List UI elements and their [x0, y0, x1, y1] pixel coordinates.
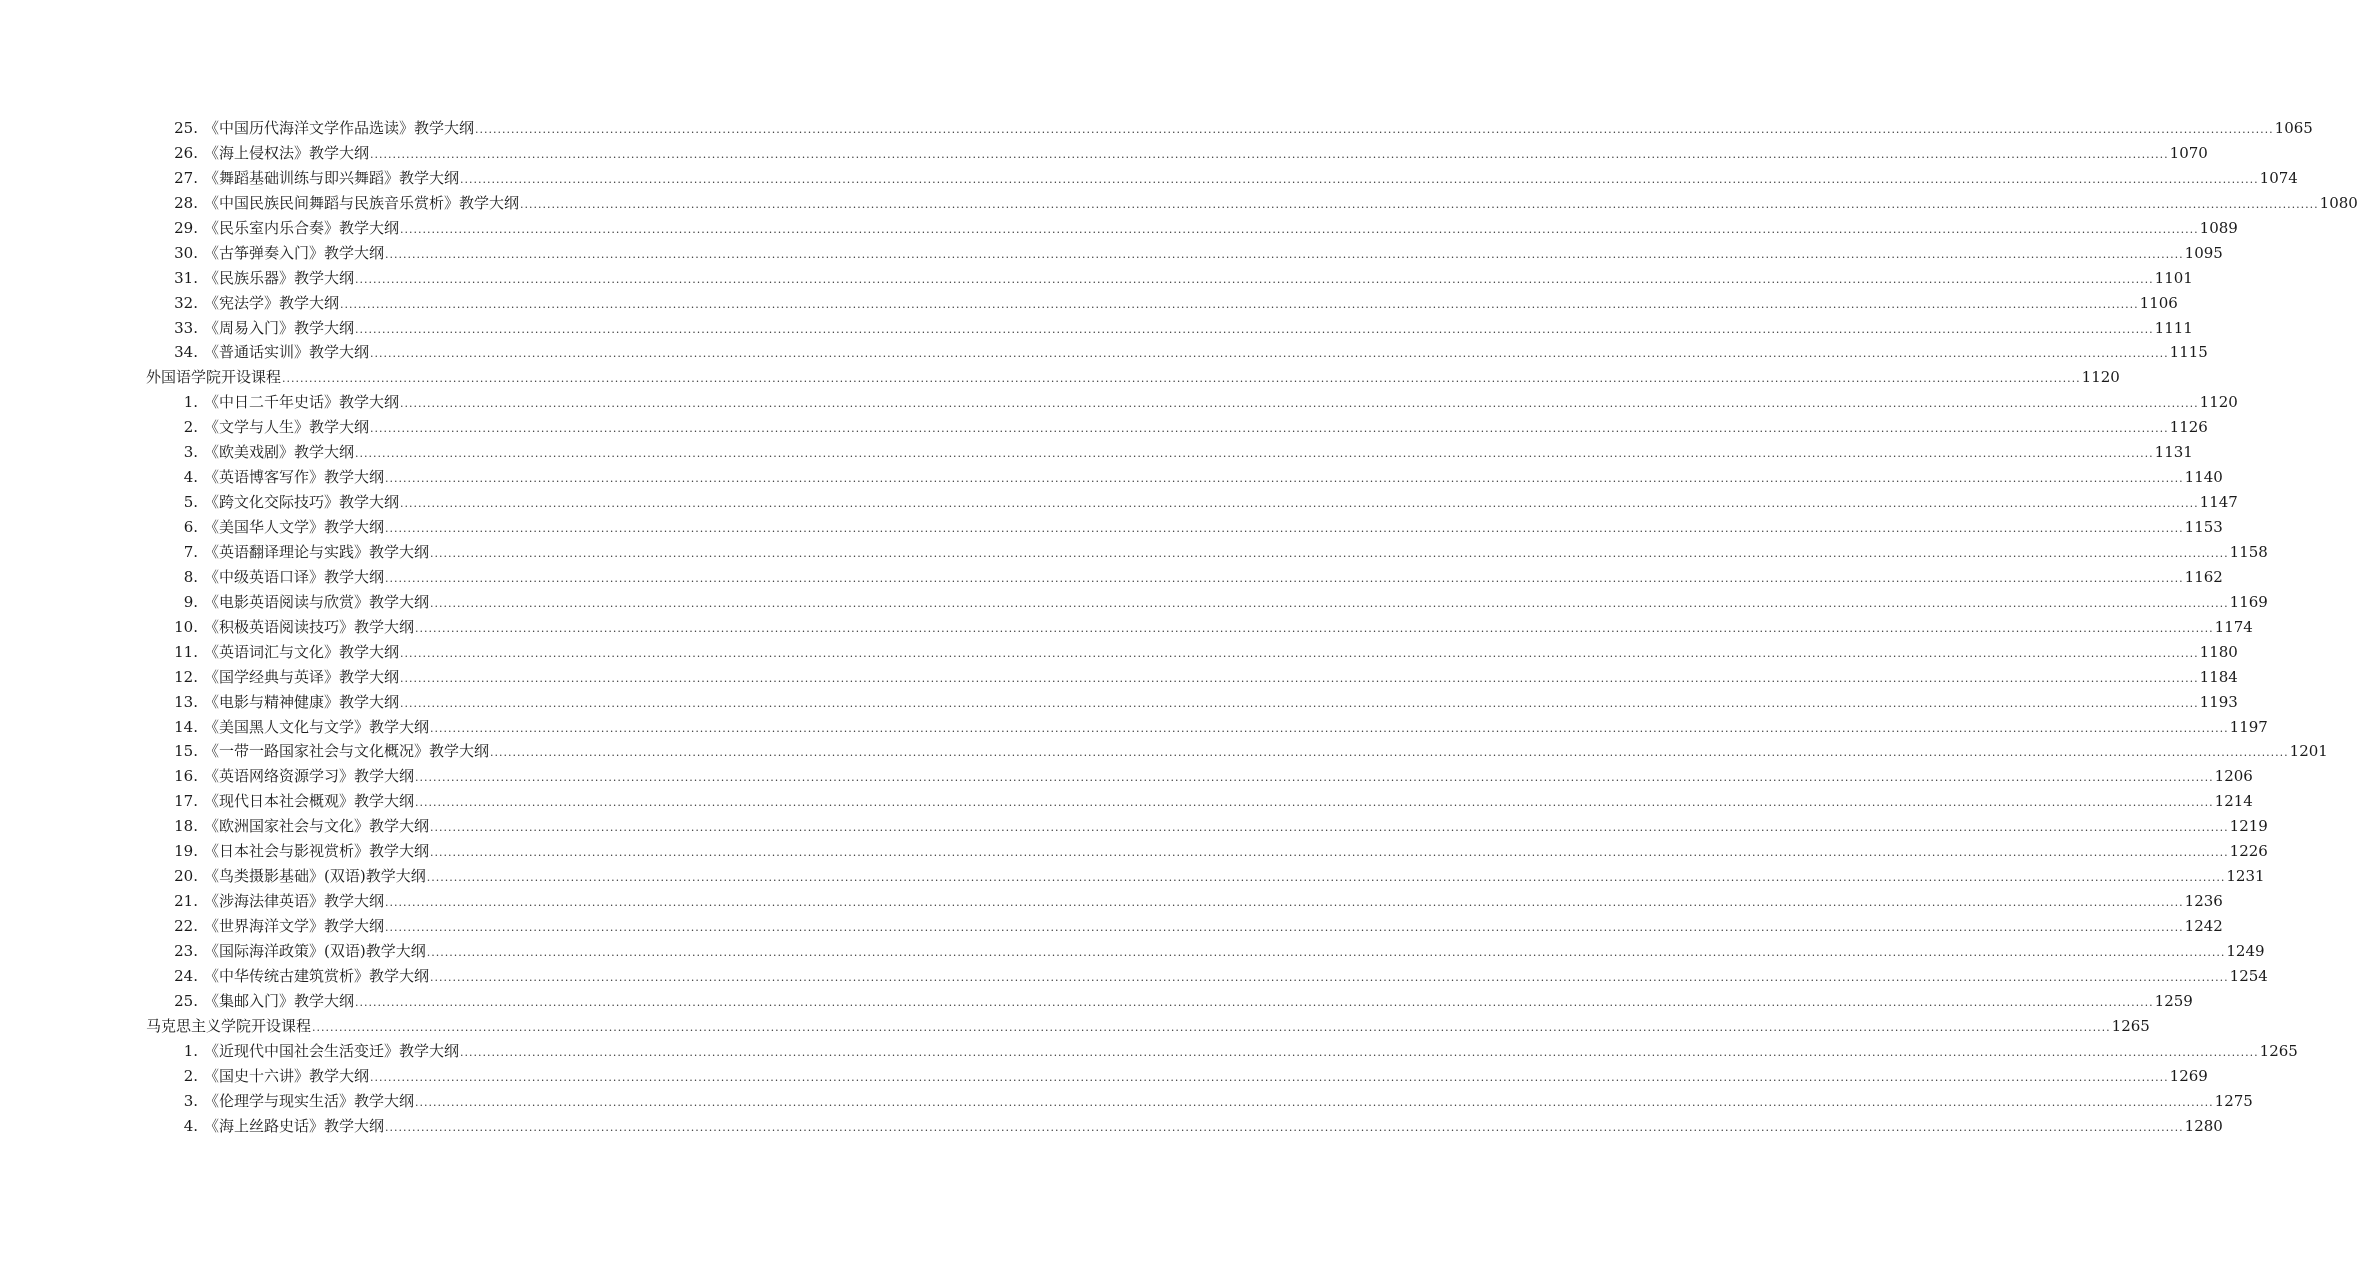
toc-entry-title: 《普通话实训》教学大纲	[204, 343, 370, 362]
toc-entry[interactable]	[0, 266, 2193, 291]
toc-entry-line	[164, 116, 2313, 143]
toc-entry-number: 24.	[174, 966, 198, 985]
toc-entry-page-number: 1162	[2184, 567, 2223, 586]
toc-entry-number: 27.	[174, 168, 198, 187]
toc-section-heading[interactable]	[0, 1014, 2150, 1039]
toc-entry[interactable]	[0, 191, 2358, 216]
toc-entry-page-number: 1259	[2154, 991, 2193, 1010]
toc-entry-line	[164, 939, 2265, 966]
toc-entry-number: 34.	[174, 343, 198, 362]
toc-entry-line	[164, 415, 2208, 442]
dot-leader: ................................................................................................................................................................................................................................................................................................................................................................................................................	[430, 721, 2229, 735]
toc-entry[interactable]	[0, 1039, 2298, 1064]
dot-leader: ................................................................................................................................................................................................................................................................................................................................................................................................................	[415, 771, 2214, 785]
toc-entry-title: 《国史十六讲》教学大纲	[204, 1066, 370, 1085]
dot-leader: ................................................................................................................................................................................................................................................................................................................................................................................................................	[430, 821, 2229, 835]
toc-entry-title: 《宪法学》教学大纲	[204, 293, 340, 312]
toc-entry-page-number: 1074	[2259, 168, 2298, 187]
toc-entry-title: 《积极英语阅读技巧》教学大纲	[204, 617, 415, 636]
toc-entry-title: 《中华传统古建筑赏析》教学大纲	[204, 966, 430, 985]
toc-entry[interactable]	[0, 540, 2268, 565]
toc-entry-title: 《中级英语口译》教学大纲	[204, 567, 385, 586]
toc-entry-line	[164, 739, 2328, 766]
toc-entry-line	[164, 665, 2238, 692]
toc-entry-title: 《欧美戏剧》教学大纲	[204, 443, 355, 462]
toc-entry-number: 1.	[183, 393, 198, 412]
dot-leader: ................................................................................................................................................................................................................................................................................................................................................................................................................	[430, 846, 2229, 860]
toc-entry-page-number: 1275	[2214, 1091, 2253, 1110]
toc-entry-title: 《英语网络资源学习》教学大纲	[204, 767, 415, 786]
toc-entry[interactable]	[0, 839, 2268, 864]
toc-entry-title: 《鸟类摄影基础》(双语)教学大纲	[204, 867, 426, 886]
toc-entry-number: 14.	[174, 717, 198, 736]
toc-entry-page-number: 1106	[2139, 293, 2178, 312]
toc-entry-title: 《日本社会与影视赏析》教学大纲	[204, 842, 430, 861]
toc-entry-page-number: 1206	[2214, 767, 2253, 786]
toc-entry-number: 25.	[174, 991, 198, 1010]
toc-entry-title: 《涉海法律英语》教学大纲	[204, 892, 385, 911]
dot-leader: ................................................................................................................................................................................................................................................................................................................................................................................................................	[355, 272, 2154, 286]
dot-leader: ................................................................................................................................................................................................................................................................................................................................................................................................................	[385, 522, 2184, 535]
toc-entry-line	[164, 964, 2268, 991]
dot-leader: ................................................................................................................................................................................................................................................................................................................................................................................................................	[385, 472, 2184, 486]
toc-section-heading[interactable]	[0, 365, 2120, 390]
toc-entry-title: 《英语博客写作》教学大纲	[204, 468, 385, 487]
toc-entry-number: 9.	[183, 592, 198, 611]
toc-entry[interactable]	[0, 116, 2313, 141]
toc-entry[interactable]	[0, 1064, 2208, 1089]
toc-entry-line	[164, 241, 2223, 268]
toc-entry[interactable]	[0, 141, 2208, 166]
dot-leader: ................................................................................................................................................................................................................................................................................................................................................................................................................	[282, 372, 2081, 386]
toc-entry-line	[164, 390, 2238, 417]
toc-entry-title: 《中国历代海洋文学作品选读》教学大纲	[204, 119, 475, 137]
toc-entry[interactable]	[0, 715, 2268, 740]
toc-entry-number: 15.	[174, 742, 198, 761]
table-of-contents	[0, 116, 2358, 1138]
toc-entry-number: 21.	[174, 892, 198, 911]
toc-entry-line	[164, 640, 2238, 667]
toc-entry-title: 《欧洲国家社会与文化》教学大纲	[204, 817, 430, 836]
dot-leader: ................................................................................................................................................................................................................................................................................................................................................................................................................	[430, 546, 2229, 560]
toc-entry-title: 《海上侵权法》教学大纲	[204, 143, 370, 162]
toc-entry-number: 18.	[174, 817, 198, 836]
toc-entry-line	[164, 814, 2268, 841]
toc-entry-title: 《民族乐器》教学大纲	[204, 268, 355, 287]
toc-entry-title: 马克思主义学院开设课程	[146, 1016, 312, 1035]
toc-entry-page-number: 1226	[2229, 842, 2268, 861]
toc-entry-title: 《伦理学与现实生活》教学大纲	[204, 1091, 415, 1110]
toc-entry-title: 《电影与精神健康》教学大纲	[204, 692, 400, 711]
toc-entry[interactable]	[0, 316, 2193, 341]
toc-entry-page-number: 1158	[2229, 542, 2268, 561]
toc-entry-number: 23.	[174, 941, 198, 960]
toc-entry-title: 《国学经典与英译》教学大纲	[204, 667, 400, 686]
toc-entry[interactable]	[0, 690, 2238, 715]
toc-entry-title: 《国际海洋政策》(双语)教学大纲	[204, 941, 426, 960]
dot-leader: ................................................................................................................................................................................................................................................................................................................................................................................................................	[400, 671, 2199, 685]
toc-entry[interactable]	[0, 789, 2253, 814]
toc-entry-number: 2.	[183, 418, 198, 437]
toc-entry-page-number: 1197	[2229, 717, 2268, 736]
toc-entry-page-number: 1120	[2199, 393, 2238, 412]
toc-entry-number: 17.	[174, 792, 198, 811]
dot-leader: ................................................................................................................................................................................................................................................................................................................................................................................................................	[385, 1120, 2184, 1134]
dot-leader: ................................................................................................................................................................................................................................................................................................................................................................................................................	[385, 571, 2184, 585]
toc-entry[interactable]	[0, 565, 2223, 590]
toc-entry-number: 22.	[174, 917, 198, 935]
toc-entry-title: 《中国民族民间舞蹈与民族音乐赏析》教学大纲	[204, 193, 520, 212]
toc-entry-line	[164, 889, 2223, 916]
dot-leader: ................................................................................................................................................................................................................................................................................................................................................................................................................	[400, 497, 2199, 511]
dot-leader: ................................................................................................................................................................................................................................................................................................................................................................................................................	[370, 422, 2169, 436]
toc-entry-number: 33.	[174, 318, 198, 337]
toc-entry-number: 19.	[174, 842, 198, 861]
toc-entry-page-number: 1193	[2199, 692, 2238, 711]
toc-entry-title: 《美国华人文学》教学大纲	[204, 518, 385, 536]
toc-entry[interactable]	[0, 216, 2238, 241]
toc-entry[interactable]	[0, 291, 2178, 316]
toc-entry-title: 《世界海洋文学》教学大纲	[204, 917, 385, 935]
dot-leader: ................................................................................................................................................................................................................................................................................................................................................................................................................	[460, 1045, 2259, 1059]
toc-entry-title: 《电影英语阅读与欣赏》教学大纲	[204, 592, 430, 611]
toc-entry-line	[164, 490, 2238, 517]
toc-entry-page-number: 1236	[2184, 892, 2223, 911]
toc-entry-number: 31.	[174, 268, 198, 287]
toc-entry-number: 2.	[183, 1066, 198, 1085]
toc-entry-title: 《舞蹈基础训练与即兴舞蹈》教学大纲	[204, 168, 460, 187]
toc-entry-number: 5.	[183, 493, 198, 512]
toc-entry[interactable]	[0, 340, 2208, 365]
toc-entry-page-number: 1231	[2226, 867, 2265, 886]
toc-entry-title: 外国语学院开设课程	[146, 368, 282, 387]
toc-entry-line	[146, 365, 2120, 392]
toc-entry-line	[146, 1014, 2150, 1041]
toc-entry[interactable]	[0, 390, 2238, 415]
toc-entry-line	[164, 465, 2223, 492]
toc-entry[interactable]	[0, 440, 2193, 465]
toc-entry-page-number: 1065	[2274, 119, 2313, 137]
toc-entry-number: 25.	[174, 119, 198, 137]
toc-entry-number: 11.	[174, 642, 198, 661]
toc-entry-page-number: 1180	[2199, 642, 2238, 661]
dot-leader: ................................................................................................................................................................................................................................................................................................................................................................................................................	[385, 247, 2184, 261]
toc-entry-page-number: 1269	[2169, 1066, 2208, 1085]
dot-leader: ................................................................................................................................................................................................................................................................................................................................................................................................................	[385, 896, 2184, 910]
toc-entry-line	[164, 615, 2253, 642]
dot-leader: ................................................................................................................................................................................................................................................................................................................................................................................................................	[355, 995, 2154, 1009]
toc-entry[interactable]	[0, 665, 2238, 690]
toc-entry-page-number: 1115	[2169, 343, 2208, 362]
toc-entry-page-number: 1280	[2184, 1116, 2223, 1135]
toc-entry-line	[164, 316, 2193, 343]
toc-entry-line	[164, 266, 2193, 293]
toc-entry-number: 29.	[174, 218, 198, 237]
toc-entry[interactable]	[0, 490, 2238, 515]
toc-entry-number: 3.	[183, 443, 198, 462]
toc-entry[interactable]	[0, 515, 2223, 540]
toc-entry-line	[164, 789, 2253, 816]
toc-entry-line	[164, 1039, 2298, 1066]
toc-entry-page-number: 1147	[2199, 493, 2238, 512]
toc-entry-page-number: 1174	[2214, 617, 2253, 636]
toc-entry[interactable]	[0, 1089, 2253, 1114]
toc-entry[interactable]	[0, 415, 2208, 440]
toc-entry-line	[164, 590, 2268, 617]
toc-entry[interactable]	[0, 640, 2238, 665]
toc-entry-line	[164, 1089, 2253, 1116]
dot-leader: ................................................................................................................................................................................................................................................................................................................................................................................................................	[460, 172, 2259, 186]
dot-leader: ................................................................................................................................................................................................................................................................................................................................................................................................................	[340, 297, 2139, 311]
dot-leader: ................................................................................................................................................................................................................................................................................................................................................................................................................	[400, 397, 2199, 411]
toc-entry-line	[164, 216, 2238, 243]
toc-entry-line	[164, 690, 2238, 717]
toc-entry-page-number: 1126	[2169, 418, 2208, 437]
toc-entry[interactable]	[0, 914, 2223, 939]
dot-leader: ................................................................................................................................................................................................................................................................................................................................................................................................................	[370, 1070, 2169, 1084]
dot-leader: ................................................................................................................................................................................................................................................................................................................................................................................................................	[385, 921, 2184, 934]
toc-entry[interactable]	[0, 739, 2328, 764]
toc-entry-page-number: 1242	[2184, 917, 2223, 935]
toc-entry-page-number: 1214	[2214, 792, 2253, 811]
toc-entry-page-number: 1095	[2184, 243, 2223, 262]
dot-leader: ................................................................................................................................................................................................................................................................................................................................................................................................................	[415, 621, 2214, 635]
toc-entry-line	[164, 540, 2268, 567]
toc-entry-page-number: 1111	[2154, 318, 2193, 337]
dot-leader: ................................................................................................................................................................................................................................................................................................................................................................................................................	[426, 945, 2226, 959]
toc-entry-page-number: 1169	[2229, 592, 2268, 611]
dot-leader: ................................................................................................................................................................................................................................................................................................................................................................................................................	[475, 123, 2274, 136]
dot-leader: ................................................................................................................................................................................................................................................................................................................................................................................................................	[400, 696, 2199, 710]
toc-entry-title: 《海上丝路史话》教学大纲	[204, 1116, 385, 1135]
toc-entry[interactable]	[0, 889, 2223, 914]
dot-leader: ................................................................................................................................................................................................................................................................................................................................................................................................................	[355, 447, 2154, 461]
toc-entry-title: 《中日二千年史话》教学大纲	[204, 393, 400, 412]
toc-entry-page-number: 1131	[2154, 443, 2193, 462]
toc-entry-page-number: 1184	[2199, 667, 2238, 686]
toc-entry-page-number: 1254	[2229, 966, 2268, 985]
dot-leader: ................................................................................................................................................................................................................................................................................................................................................................................................................	[490, 746, 2289, 760]
toc-entry-page-number: 1080	[2319, 193, 2358, 212]
toc-entry-page-number: 1265	[2111, 1016, 2150, 1035]
toc-entry-line	[164, 141, 2208, 168]
toc-entry-line	[164, 1064, 2208, 1091]
toc-entry-line	[164, 839, 2268, 866]
toc-entry[interactable]	[0, 465, 2223, 490]
toc-entry-title: 《一带一路国家社会与文化概况》教学大纲	[204, 742, 490, 761]
toc-entry[interactable]	[0, 1114, 2223, 1139]
toc-entry[interactable]	[0, 989, 2193, 1014]
dot-leader: ................................................................................................................................................................................................................................................................................................................................................................................................................	[430, 970, 2229, 984]
toc-entry-title: 《民乐室内乐合奏》教学大纲	[204, 218, 400, 237]
toc-entry-line	[164, 914, 2223, 941]
toc-entry-number: 32.	[174, 293, 198, 312]
toc-entry-line	[164, 764, 2253, 791]
toc-entry-number: 8.	[183, 567, 198, 586]
dot-leader: ................................................................................................................................................................................................................................................................................................................................................................................................................	[400, 646, 2199, 660]
toc-entry-title: 《英语翻译理论与实践》教学大纲	[204, 542, 430, 561]
toc-entry-page-number: 1101	[2154, 268, 2193, 287]
toc-entry-title: 《近现代中国社会生活变迁》教学大纲	[204, 1041, 460, 1060]
toc-entry[interactable]	[0, 615, 2253, 640]
toc-entry-title: 《美国黑人文化与文学》教学大纲	[204, 717, 430, 736]
toc-entry[interactable]	[0, 964, 2268, 989]
dot-leader: ................................................................................................................................................................................................................................................................................................................................................................................................................	[430, 596, 2229, 610]
dot-leader: ................................................................................................................................................................................................................................................................................................................................................................................................................	[355, 322, 2154, 336]
toc-entry-number: 3.	[183, 1091, 198, 1110]
toc-entry[interactable]	[0, 764, 2253, 789]
toc-entry-title: 《古筝弹奏入门》教学大纲	[204, 243, 385, 262]
toc-entry-number: 13.	[174, 692, 198, 711]
dot-leader: ................................................................................................................................................................................................................................................................................................................................................................................................................	[415, 796, 2214, 810]
toc-entry-page-number: 1120	[2081, 368, 2120, 387]
toc-entry-number: 6.	[183, 518, 198, 536]
toc-entry-title: 《周易入门》教学大纲	[204, 318, 355, 337]
toc-entry-line	[164, 989, 2193, 1016]
toc-entry[interactable]	[0, 241, 2223, 266]
toc-entry-title: 《集邮入门》教学大纲	[204, 991, 355, 1010]
toc-entry-page-number: 1089	[2199, 218, 2238, 237]
toc-entry-number: 26.	[174, 143, 198, 162]
toc-entry-number: 12.	[174, 667, 198, 686]
toc-entry-number: 30.	[174, 243, 198, 262]
toc-entry-page-number: 1201	[2289, 742, 2328, 761]
dot-leader: ................................................................................................................................................................................................................................................................................................................................................................................................................	[370, 147, 2169, 161]
toc-entry[interactable]	[0, 864, 2265, 889]
toc-entry-page-number: 1219	[2229, 817, 2268, 836]
toc-entry-page-number: 1265	[2259, 1041, 2298, 1060]
toc-entry[interactable]	[0, 814, 2268, 839]
toc-entry-page-number: 1249	[2226, 941, 2265, 960]
toc-entry-line	[164, 1114, 2223, 1141]
toc-entry-number: 28.	[174, 193, 198, 212]
toc-entry-line	[164, 864, 2265, 891]
dot-leader: ................................................................................................................................................................................................................................................................................................................................................................................................................	[415, 1095, 2214, 1109]
toc-entry-number: 4.	[183, 1116, 198, 1135]
toc-entry-number: 16.	[174, 767, 198, 786]
toc-entry-number: 10.	[174, 617, 198, 636]
toc-entry-number: 20.	[174, 867, 198, 886]
toc-entry-line	[164, 340, 2208, 367]
toc-entry[interactable]	[0, 590, 2268, 615]
toc-entry-number: 7.	[183, 542, 198, 561]
dot-leader: ................................................................................................................................................................................................................................................................................................................................................................................................................	[370, 347, 2169, 361]
toc-entry-page-number: 1140	[2184, 468, 2223, 487]
toc-entry-line	[164, 191, 2358, 218]
toc-entry-page-number: 1070	[2169, 143, 2208, 162]
toc-entry[interactable]	[0, 166, 2298, 191]
toc-entry-line	[164, 291, 2178, 318]
dot-leader: ................................................................................................................................................................................................................................................................................................................................................................................................................	[312, 1020, 2111, 1034]
toc-entry-title: 《英语词汇与文化》教学大纲	[204, 642, 400, 661]
toc-entry-title: 《文学与人生》教学大纲	[204, 418, 370, 437]
dot-leader: ................................................................................................................................................................................................................................................................................................................................................................................................................	[520, 197, 2319, 211]
toc-entry-line	[164, 565, 2223, 592]
toc-entry-page-number: 1153	[2184, 518, 2223, 536]
dot-leader: ................................................................................................................................................................................................................................................................................................................................................................................................................	[400, 222, 2199, 236]
toc-entry-title: 《现代日本社会概观》教学大纲	[204, 792, 415, 811]
dot-leader: ................................................................................................................................................................................................................................................................................................................................................................................................................	[426, 871, 2226, 885]
toc-entry-line	[164, 440, 2193, 467]
toc-entry-title: 《跨文化交际技巧》教学大纲	[204, 493, 400, 512]
toc-entry-number: 1.	[183, 1041, 198, 1060]
toc-entry-line	[164, 515, 2223, 542]
toc-entry-number: 4.	[183, 468, 198, 487]
toc-entry[interactable]	[0, 939, 2265, 964]
toc-entry-line	[164, 715, 2268, 742]
toc-entry-line	[164, 166, 2298, 193]
